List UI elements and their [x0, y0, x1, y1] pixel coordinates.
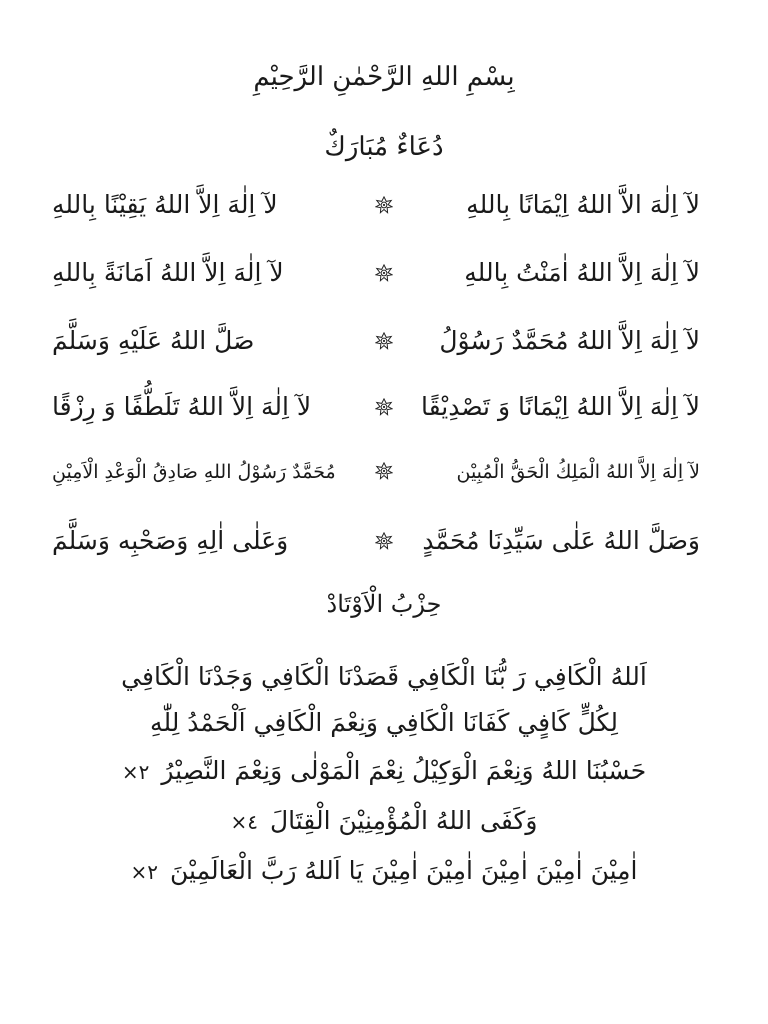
couplet-left: لآ اِلٰهَ اِلاَّ اللهُ اَمَانَةً بِاللهِ — [52, 258, 284, 287]
couplet-left: مُحَمَّدٌ رَسُوْلُ اللهِ صَادِقُ الْوَعْدِ الْاَمِيْنِ — [52, 461, 336, 483]
floral-ornament-icon — [375, 332, 393, 350]
floral-ornament-icon — [375, 462, 393, 480]
hizb-line-text: اَللهُ الْكَافِي رَ بُّنَا الْكَافِي قَصَدْنَا الْكَافِي وَجَدْنَا الْكَافِي — [121, 662, 647, 691]
floral-ornament-icon — [375, 398, 393, 416]
hizb-line-text: وَكَفَى اللهُ الْمُؤْمِنِيْنَ الْقِتَالَ — [269, 806, 538, 835]
hizb-line — [0, 662, 768, 691]
repeat-count: ×٢ — [121, 760, 150, 784]
hizb-line — [0, 708, 768, 737]
prayer-title: دُعَاءٌ مُبَارَكٌ — [324, 132, 444, 162]
hizb-line — [0, 856, 768, 885]
couplet-row — [0, 258, 768, 302]
couplet-left: صَلَّ اللهُ عَلَيْهِ وَسَلَّمَ — [52, 326, 255, 355]
couplet-left: لآ اِلٰهَ اِلاَّ اللهُ تَلَطُّفًا وَ رِزْقًا — [52, 392, 312, 421]
couplet-row — [0, 526, 768, 570]
couplet-row — [0, 456, 768, 500]
couplet-right: لآ اِلٰهَ اِلاَّ اللهُ اِيْمَانًا وَ تَصْدِيْقًا — [421, 392, 700, 421]
floral-ornament-icon — [375, 264, 393, 282]
couplet-right: وَصَلَّ اللهُ عَلٰى سَيِّدِنَا مُحَمَّدٍ — [422, 526, 700, 555]
couplet-row — [0, 326, 768, 370]
hizb-line-text: لِكُلٍّ كَافٍي كَفَانَا الْكَافِي وَنِعْمَ الْكَافِي اَلْحَمْدُ لِلّٰهِ — [150, 708, 618, 737]
repeat-count: ×٤ — [230, 810, 258, 834]
couplet-right: لآ اِلٰهَ اِلاَّ اللهُ اٰمَنْتُ بِاللهِ — [464, 258, 700, 287]
couplet-left: وَعَلٰى اٰلِهِ وَصَحْبِه وَسَلَّمَ — [52, 526, 289, 555]
floral-ornament-icon — [375, 532, 393, 550]
basmala: بِسْمِ اللهِ الرَّحْمٰنِ الرَّحِيْمِ — [253, 62, 515, 92]
hizb-title: حِزْبُ الْاَوْتَادْ — [326, 590, 442, 618]
floral-ornament-icon — [375, 196, 393, 214]
couplet-right: لآ اِلٰهَ الاَّ اللهُ اِيْمَانًا بِاللهِ — [466, 190, 700, 219]
couplet-right: لآ اِلٰهَ اِلاَّ اللهُ مُحَمَّدٌ رَسُوْلُ — [439, 326, 700, 355]
hizb-line-text: اٰمِيْنَ اٰمِيْنَ اٰمِيْنَ اٰمِيْنَ اٰمِيْنَ يَا اَللهُ رَبَّ الْعَالَمِيْنَ — [170, 856, 638, 885]
hizb-line — [0, 756, 768, 785]
couplet-row — [0, 392, 768, 436]
hizb-line — [0, 806, 768, 835]
couplet-row — [0, 190, 768, 234]
hizb-line-text: حَسْبُنَا اللهُ وَنِعْمَ الْوَكِيْلُ نِعْمَ الْمَوْلٰى وَنِعْمَ النَّصِيْرُ — [161, 756, 647, 785]
couplet-left: لآ اِلٰهَ اِلاَّ اللهُ يَقِيْنًا بِاللهِ — [52, 190, 278, 219]
repeat-count: ×٢ — [130, 860, 159, 884]
couplet-right: لآ اِلٰهَ اِلاَّ اللهُ الْمَلِكُ الْحَقُّ الْمُبِيْن — [456, 461, 700, 483]
